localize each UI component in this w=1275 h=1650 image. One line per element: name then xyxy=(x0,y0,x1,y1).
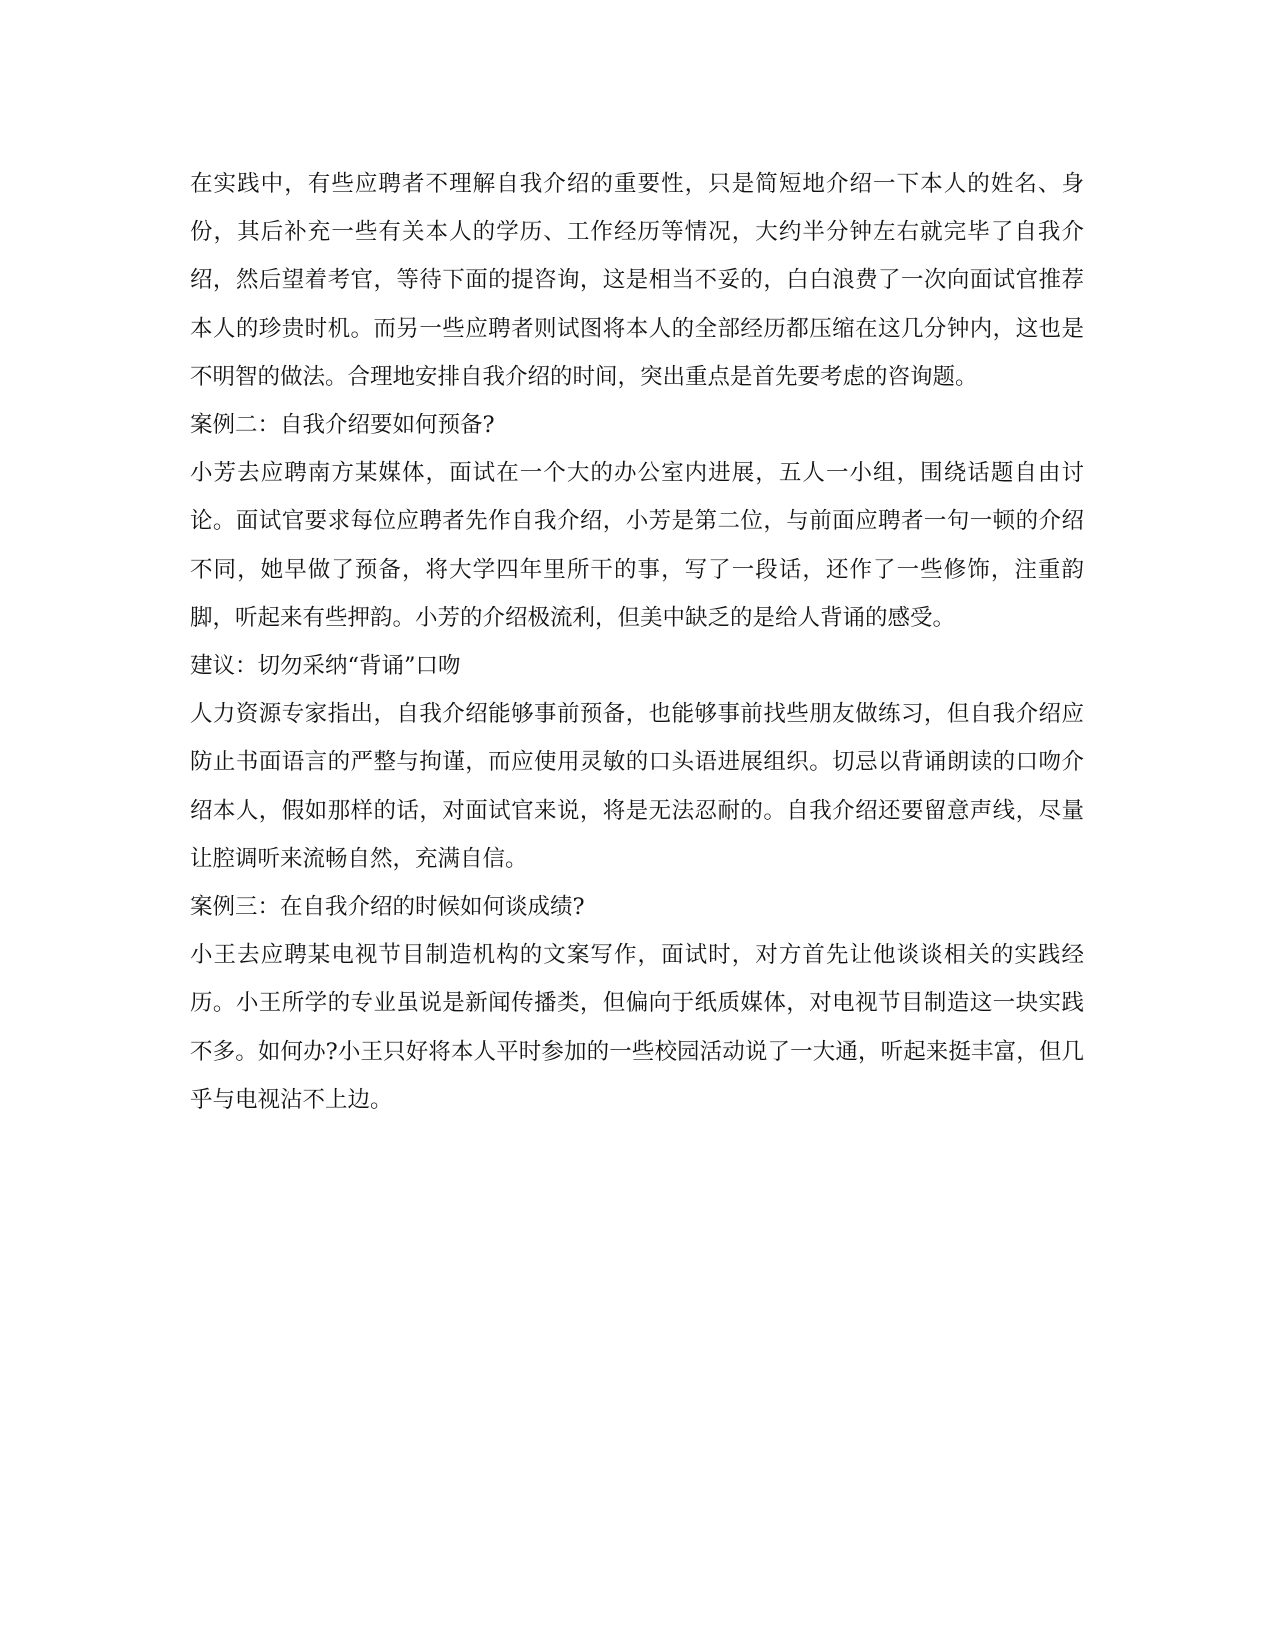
heading-case-three: 案例三：在自我介绍的时候如何谈成绩? xyxy=(190,894,585,921)
paragraph-suggestion: 人力资源专家指出，自我介绍能够事前预备，也能够事前找些朋友做练习，但自我介绍应防止书面语言的严整与拘谨，而应使用灵敏的口头语进展组织。切忌以背诵朗读的口吻介绍本人，假如那样的话，对面试官来说，将是无法忍耐的。自我介绍还要留意声线，尽量让腔调听来流畅自然，充满自信。 xyxy=(190,701,1084,872)
heading-case-two: 案例二：自我介绍要如何预备? xyxy=(190,412,495,439)
heading-suggestion: 建议：切勿采纳“背诵”口吻 xyxy=(190,653,461,680)
paragraph-intro: 在实践中，有些应聘者不理解自我介绍的重要性，只是简短地介绍一下本人的姓名、身份，其后补充一些有关本人的学历、工作经历等情况，大约半分钟左右就完毕了自我介绍，然后望着考官，等待下面的提咨询，这是相当不妥的，白白浪费了一次向面试官推荐本人的珍贵时机。而另一些应聘者则试图将本人的全部经历都压缩在这几分钟内，这也是不明智的做法。合理地安排自我介绍的时间，突出重点是首先要考虑的咨询题。 xyxy=(190,171,1084,390)
paragraph-case-two: 小芳去应聘南方某媒体，面试在一个大的办公室内进展，五人一小组，围绕话题自由讨论。面试官要求每位应聘者先作自我介绍，小芳是第二位，与前面应聘者一句一顿的介绍不同，她早做了预备，将大学四年里所干的事，写了一段话，还作了一些修饰，注重韵脚，听起来有些押韵。小芳的介绍极流利，但美中缺乏的是给人背诵的感受。 xyxy=(190,460,1084,631)
paragraph-case-three: 小王去应聘某电视节目制造机构的文案写作，面试时，对方首先让他谈谈相关的实践经历。小王所学的专业虽说是新闻传播类，但偏向于纸质媒体，对电视节目制造这一块实践不多。如何办?小王只好将本人平时参加的一些校园活动说了一大通，听起来挺丰富，但几乎与电视沾不上边。 xyxy=(190,942,1084,1113)
document-body xyxy=(190,160,1084,1124)
